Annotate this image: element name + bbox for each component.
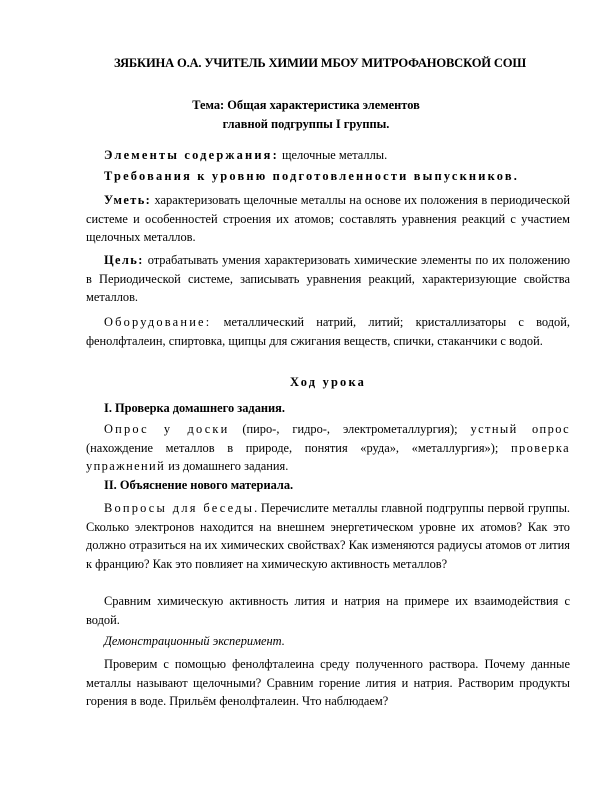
section1-title: I. Проверка домашнего задания.: [104, 401, 285, 415]
goal-label: Цель:: [104, 253, 144, 267]
exercise-check-label: проверка упражнений: [86, 440, 570, 474]
skills-text: характеризовать щелочные металлы на основе их положения в периодической системе и особенностей строения их атомов; составлять уравнения реакций с участием щелочных металлов.: [86, 193, 570, 245]
content-elements-label: Элементы содержания:: [104, 148, 279, 162]
section2-experiment-paragraph: Проверим с помощью фенолфталеина среду полученного раствора. Почему данные металлы называют щелочными? Сравним горение лития и натрия. Растворим продукты горения в воде. Прильём фенолфталеин. Что наблюдаем?: [86, 657, 570, 709]
equipment-label: Оборудование:: [104, 315, 212, 329]
topic-title-line-2: главной подгруппы I группы.: [222, 117, 390, 131]
requirements-label: Требования к уровню подготовленности выпускников.: [104, 169, 520, 183]
exercise-check-text: из домашнего задания.: [165, 459, 289, 474]
equipment-text: металлический натрий, литий; кристаллизаторы с водой, фенолфталеин, спиртовка, щипцы для сжигания веществ, спички, стаканчики с водой.: [86, 315, 570, 348]
equipment-paragraph: [86, 313, 570, 350]
section2-title: II. Объяснение нового материала.: [104, 478, 294, 492]
section2-questions-paragraph: [86, 499, 570, 573]
skills-paragraph: [86, 191, 570, 247]
requirements-heading: [86, 167, 570, 186]
goal-paragraph: [86, 251, 570, 307]
skills-label: Уметь:: [104, 193, 152, 207]
content-elements-text: щелочные металлы.: [278, 148, 388, 162]
section1-paragraph: [86, 420, 570, 476]
teacher-header: ЗЯБКИНА О.А. УЧИТЕЛЬ ХИМИИ МБОУ МИТРОФАНОВСКОЙ СОШ: [114, 56, 526, 70]
oral-at-board-label: Опрос у доски: [104, 422, 230, 436]
discussion-questions-label: Вопросы для беседы: [104, 501, 255, 515]
topic-title-line-1: Тема: Общая характеристика элементов: [192, 98, 420, 112]
oral-survey-label: устный опрос: [470, 422, 570, 436]
goal-text: отрабатывать умения характеризовать химические элементы по их положению в Периодической системе, записывать уравнения реакций, характеризующие свойства металлов.: [86, 253, 570, 305]
demonstration-experiment-label: Демонстрационный эксперимент.: [104, 634, 285, 648]
lesson-heading: Ход урока: [290, 375, 366, 389]
oral-survey-text: (нахождение металлов в природе, понятия «руда», «металлургия»);: [86, 440, 511, 455]
section2-comparison-paragraph: Сравним химическую активность лития и натрия на примере их взаимодействия с водой.: [86, 594, 570, 627]
oral-at-board-text: (пиро-, гидро-, электрометаллургия);: [229, 422, 471, 436]
content-elements-paragraph: [86, 146, 570, 165]
discussion-questions-text: . Перечислите металлы главной подгруппы первой группы. Сколько электронов находится на внешнем энергетическом уровне их атомов? Как это должно отразиться на их химических свойствах? Как изменяются радиусы атомов от лития к францию? Как это повлияет на химическую активность металлов?: [86, 501, 570, 571]
